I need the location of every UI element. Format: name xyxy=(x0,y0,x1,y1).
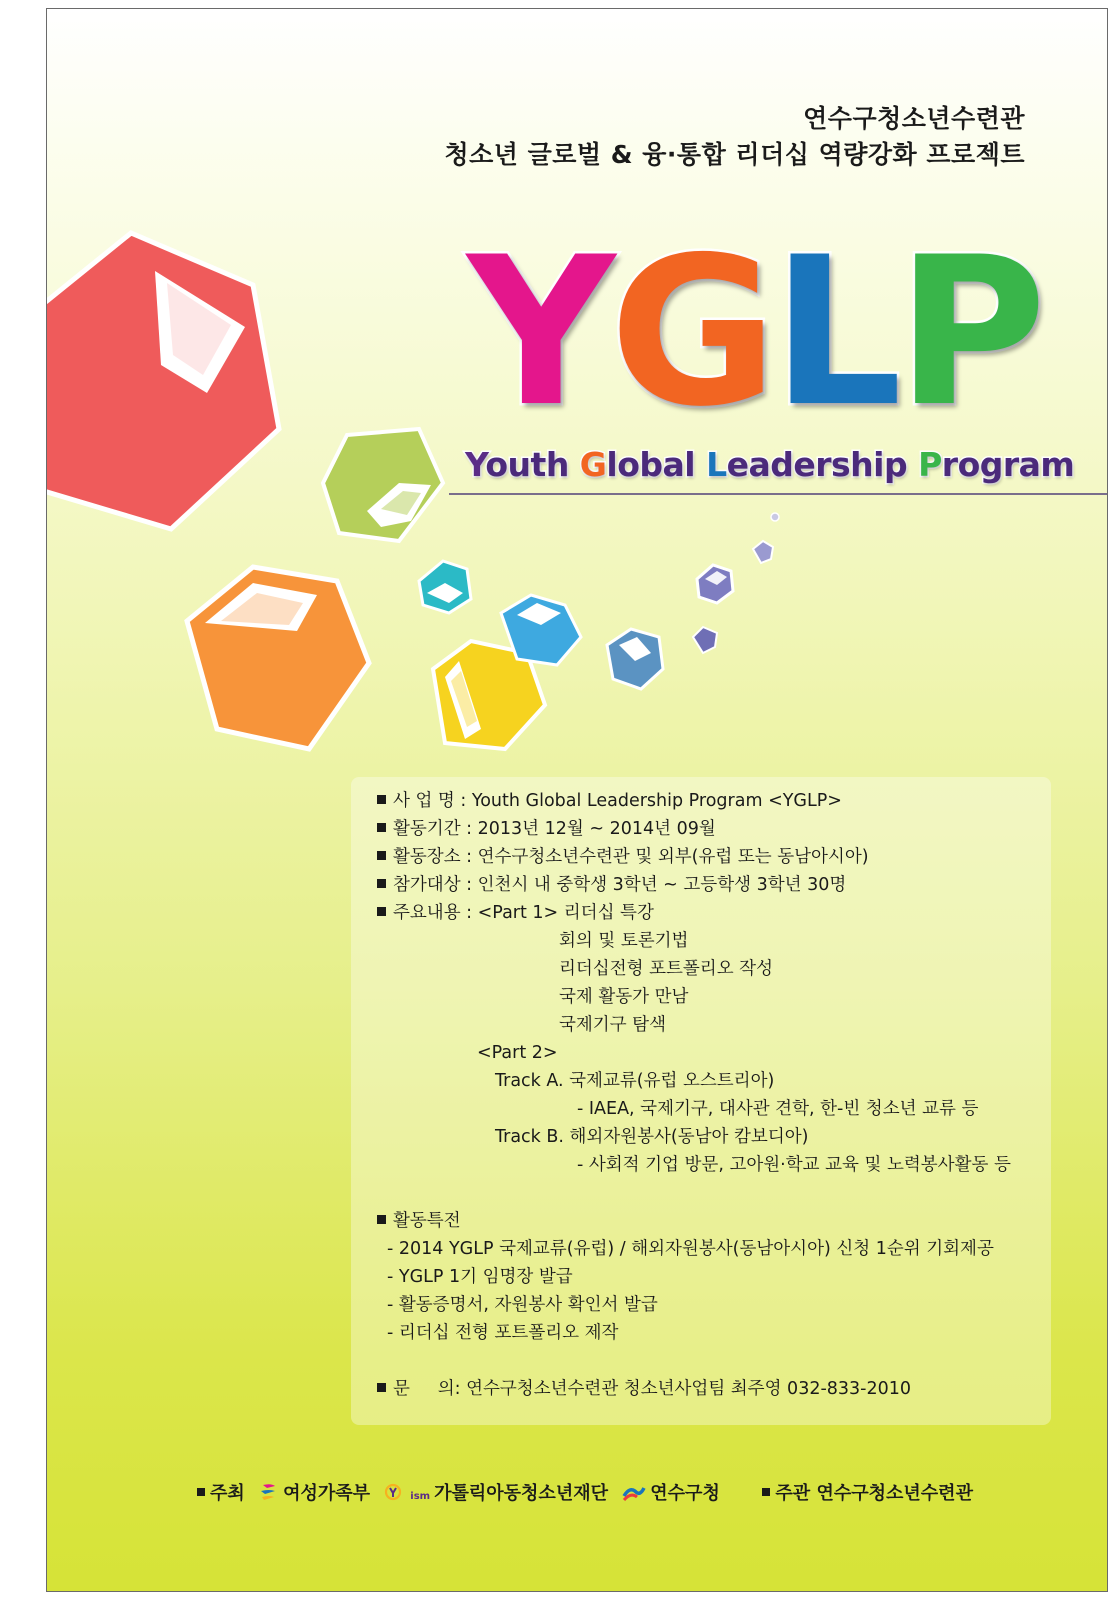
tiny-dot-icon xyxy=(771,513,779,521)
part1-item: 회의 및 토론기법 xyxy=(559,931,689,951)
bullet-icon xyxy=(377,823,386,832)
track-b: Track B. 해외자원봉사(동남아 캄보디아) xyxy=(495,1127,809,1147)
subtitle-divider xyxy=(449,493,1108,495)
organizer: 주관 연수구청소년수련관 xyxy=(762,1479,973,1505)
detail-row-contents: 주요내용 : <Part 1> 리더십 특강 xyxy=(377,899,1011,927)
contact-row: 문 의: 연수구청소년수련관 청소년사업팀 최주영 032-833-2010 xyxy=(377,1375,1011,1403)
bullet-icon xyxy=(197,1488,205,1496)
sponsor-yeonsu: 연수구청 xyxy=(622,1479,720,1505)
subtitle-word-youth: outh xyxy=(485,445,580,484)
sponsor-foundation: ism 가톨릭아동청소년재단 xyxy=(384,1479,608,1505)
purple-cube-icon xyxy=(697,565,733,603)
benefits-title: 활동특전 xyxy=(377,1207,1011,1235)
logo-letter-g: G xyxy=(609,214,772,452)
part1-item: 국제 활동가 만남 xyxy=(559,987,689,1007)
part1-item: 국제기구 탐색 xyxy=(559,1015,666,1035)
part1-item: 리더십전형 포트폴리오 작성 xyxy=(559,959,773,979)
project-title: 청소년 글로벌 & 융·통합 리더십 역량강화 프로젝트 xyxy=(444,140,1025,169)
track-b-detail: - 사회적 기업 방문, 고아원·학교 교육 및 노력봉사활동 등 xyxy=(577,1155,1011,1175)
program-subtitle xyxy=(465,445,1074,484)
subtitle-cap-l: L xyxy=(706,445,727,484)
small-purple-cube-icon xyxy=(693,627,717,653)
subtitle-cap-y: Y xyxy=(465,445,486,484)
orange-cube-icon xyxy=(187,567,369,749)
foundation-logo-icon xyxy=(384,1482,406,1502)
host-label: 주최 xyxy=(197,1479,245,1505)
bullet-icon xyxy=(377,795,386,804)
spacer xyxy=(377,1179,1011,1207)
subtitle-word-leadership: eadership xyxy=(726,445,919,484)
poster xyxy=(46,8,1108,1592)
subtitle-cap-g: G xyxy=(579,445,607,484)
yeonsu-logo-icon xyxy=(622,1484,646,1502)
organization-name: 연수구청소년수련관 xyxy=(803,104,1025,133)
bullet-icon xyxy=(377,1215,386,1224)
logo-letter-y: Y xyxy=(467,214,610,452)
detail-row-name: 사 업 명 : Youth Global Leadership Program <YGLP> xyxy=(377,787,1011,815)
yglp-logo xyxy=(467,214,1067,452)
benefit-item: - 2014 YGLP 국제교류(유럽) / 해외자원봉사(동남아시아) 신청 1순위 기회제공 xyxy=(387,1239,994,1259)
part2-label: <Part 2> xyxy=(477,1043,558,1063)
benefit-item: - 리더십 전형 포트폴리오 제작 xyxy=(387,1323,619,1343)
foundation-logo-text: ism xyxy=(410,1491,431,1502)
detail-row-location: 활동장소 : 연수구청소년수련관 및 외부(유럽 또는 동남아시아) xyxy=(377,843,1011,871)
track-a: Track A. 국제교류(유럽 오스트리아) xyxy=(495,1071,775,1091)
spacer xyxy=(377,1347,1011,1375)
bullet-icon xyxy=(762,1488,770,1496)
bullet-icon xyxy=(377,879,386,888)
red-cube-icon xyxy=(47,233,279,529)
subtitle-cap-p: P xyxy=(918,445,942,484)
program-details xyxy=(377,787,1011,1403)
teal-cube-icon xyxy=(419,561,471,613)
benefit-item: - 활동증명서, 자원봉사 확인서 발급 xyxy=(387,1295,658,1315)
logo-letter-l: L xyxy=(771,214,897,452)
green-cube-icon xyxy=(323,429,443,541)
steel-blue-cube-icon xyxy=(607,629,663,689)
footer-sponsors xyxy=(197,1479,981,1505)
track-a-detail: - IAEA, 국제기구, 대사관 견학, 한-빈 청소년 교류 등 xyxy=(577,1099,979,1119)
detail-row-participants: 참가대상 : 인천시 내 중학생 3학년 ~ 고등학생 3학년 30명 xyxy=(377,871,1011,899)
subtitle-word-program: rogram xyxy=(941,445,1075,484)
sponsor-mogef: 여성가족부 xyxy=(259,1479,370,1505)
subtitle-word-global: lobal xyxy=(606,445,707,484)
detail-row-period: 활동기간 : 2013년 12월 ~ 2014년 09월 xyxy=(377,815,1011,843)
bullet-icon xyxy=(377,1383,386,1392)
tiny-purple-cube-icon xyxy=(753,541,773,563)
logo-letter-p: P xyxy=(896,214,1041,452)
benefit-item: - YGLP 1기 임명장 발급 xyxy=(387,1267,573,1287)
mogef-logo-icon xyxy=(259,1482,279,1502)
bullet-icon xyxy=(377,851,386,860)
bullet-icon xyxy=(377,907,386,916)
